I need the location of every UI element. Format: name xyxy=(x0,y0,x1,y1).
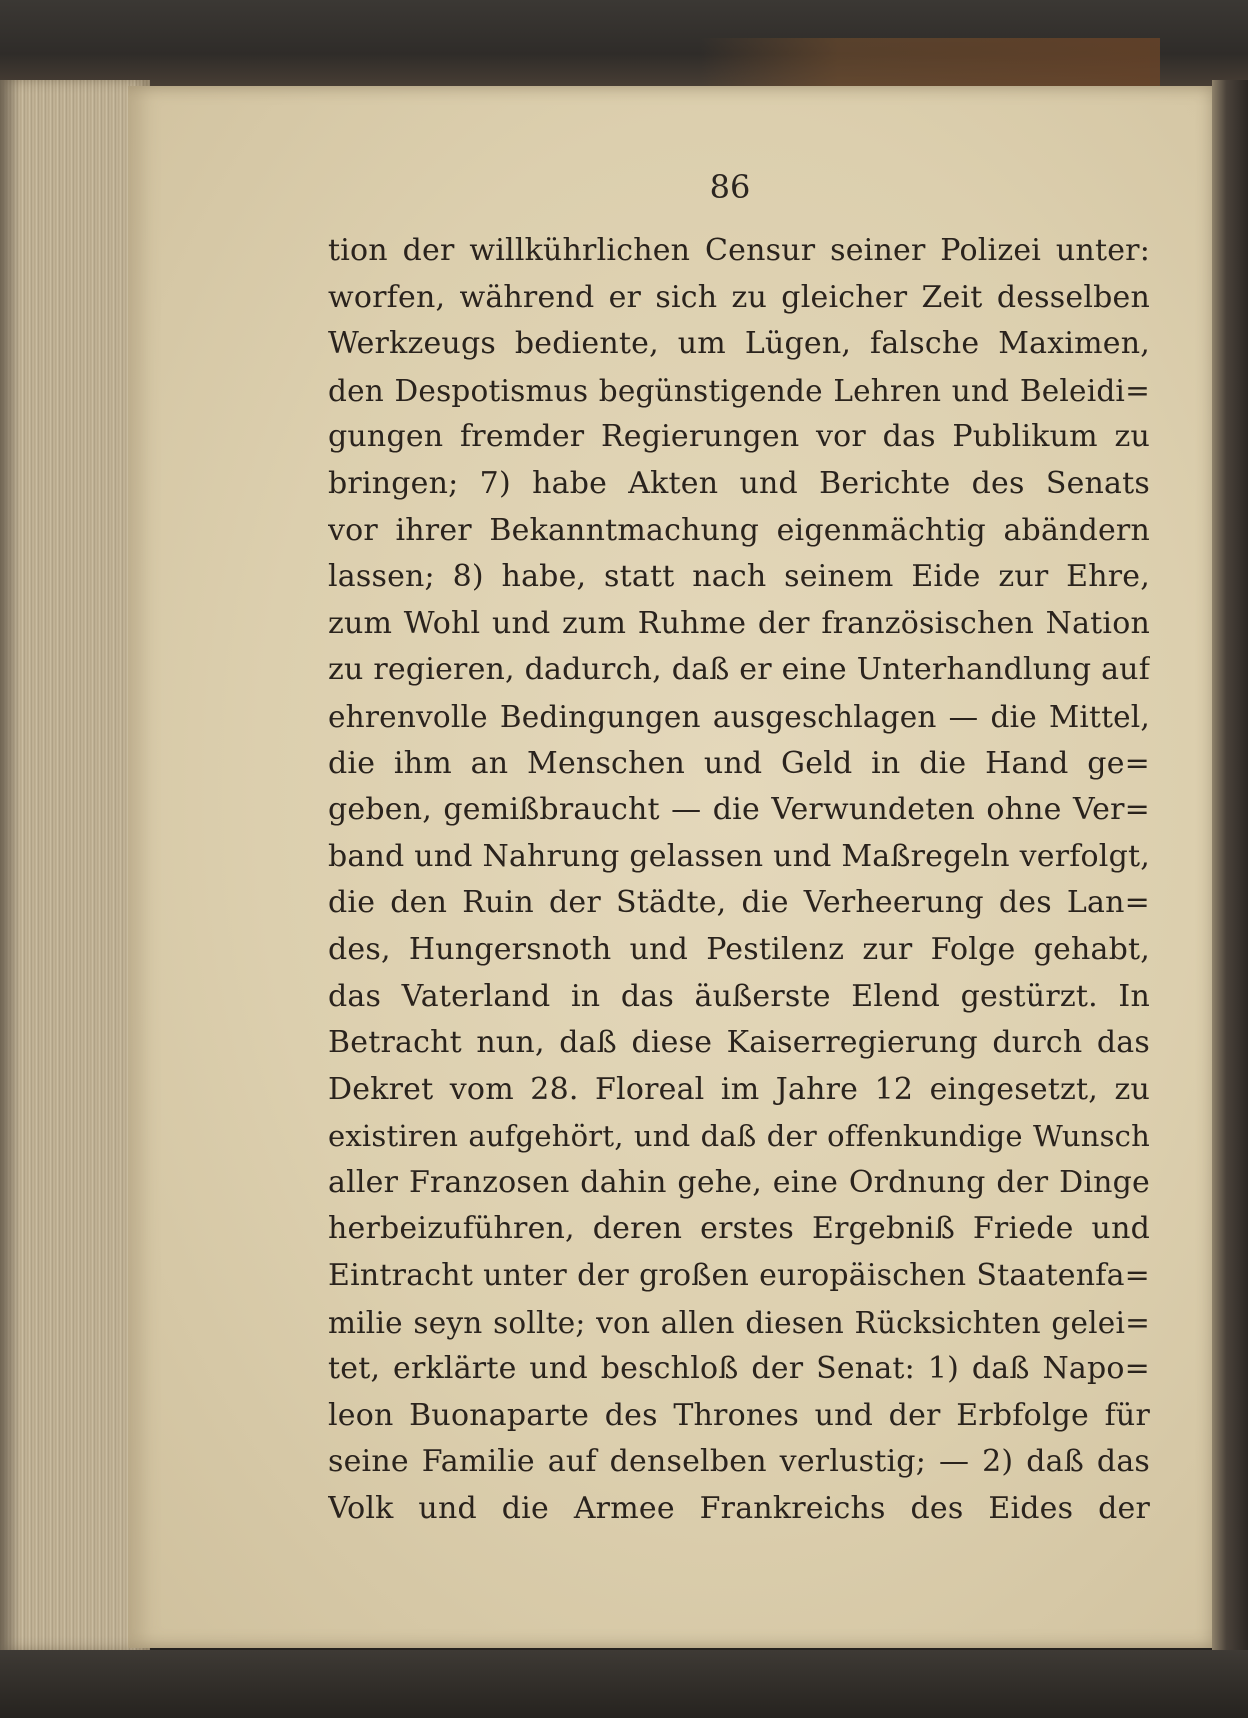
text-line: seine Familie auf denselben verlustig; — 2) daß das xyxy=(328,1444,1150,1480)
text-line: lassen; 8) habe, statt nach seinem Eide zur Ehre, xyxy=(328,559,1150,595)
text-line: Betracht nun, daß diese Kaiserregierung durch das xyxy=(328,1025,1150,1061)
text-line: vor ihrer Bekanntmachung eigenmächtig abändern xyxy=(328,512,1150,548)
text-line: bringen; 7) habe Akten und Berichte des Senats xyxy=(328,465,1150,501)
page-number: 86 xyxy=(709,168,751,206)
text-line: tion der willkührlichen Censur seiner Polizei unter: xyxy=(328,233,1150,268)
text-line: Werkzeugs bediente, um Lügen, falsche Maximen, xyxy=(328,326,1150,362)
text-line: gungen fremder Regierungen vor das Publikum zu xyxy=(328,419,1150,455)
text-line: Eintracht unter der großen europäischen Staatenfa= xyxy=(328,1258,1150,1294)
text-line: geben, gemißbraucht — die Verwundeten ohne Ver= xyxy=(328,792,1150,828)
text-line: Volk und die Armee Frankreichs des Eides der xyxy=(328,1491,1150,1527)
text-line: den Despotismus begünstigende Lehren und Beleidi= xyxy=(328,373,1150,408)
text-line: zu regieren, dadurch, daß er eine Unterhandlung auf xyxy=(328,652,1150,688)
text-line: die den Ruin der Städte, die Verheerung des Lan= xyxy=(328,885,1150,921)
text-line: die ihm an Menschen und Geld in die Hand ge= xyxy=(328,745,1150,781)
text-line: das Vaterland in das äußerste Elend gestürzt. In xyxy=(328,978,1150,1014)
text-line: Dekret vom 28. Floreal im Jahre 12 eingesetzt, zu xyxy=(328,1071,1150,1107)
text-line: aller Franzosen dahin gehe, eine Ordnung der Dinge xyxy=(328,1164,1150,1200)
text-line: milie seyn sollte; von allen diesen Rücksichten gelei= xyxy=(328,1305,1150,1340)
text-line: leon Buonaparte des Thrones und der Erbfolge für xyxy=(328,1397,1150,1433)
text-line: des, Hungersnoth und Pestilenz zur Folge gehabt, xyxy=(328,931,1150,967)
text-line: worfen, während er sich zu gleicher Zeit desselben xyxy=(328,279,1150,315)
binding-bottom xyxy=(0,1650,1248,1718)
text-line: herbeizuführen, deren erstes Ergebniß Friede und xyxy=(328,1211,1150,1247)
text-line: existiren aufgehört, und daß der offenkundige Wunsch xyxy=(328,1119,1150,1154)
text-line: ehrenvolle Bedingungen ausgeschlagen — die Mittel, xyxy=(328,699,1150,734)
body-text xyxy=(328,228,1150,1533)
binding-right xyxy=(1212,80,1248,1660)
binding-top xyxy=(0,0,1248,90)
text-line: zum Wohl und zum Ruhme der französischen Nation xyxy=(328,605,1150,641)
text-line: band und Nahrung gelassen und Maßregeln verfolgt, xyxy=(328,838,1150,874)
text-line: tet, erklärte und beschloß der Senat: 1) daß Napo= xyxy=(328,1351,1150,1387)
